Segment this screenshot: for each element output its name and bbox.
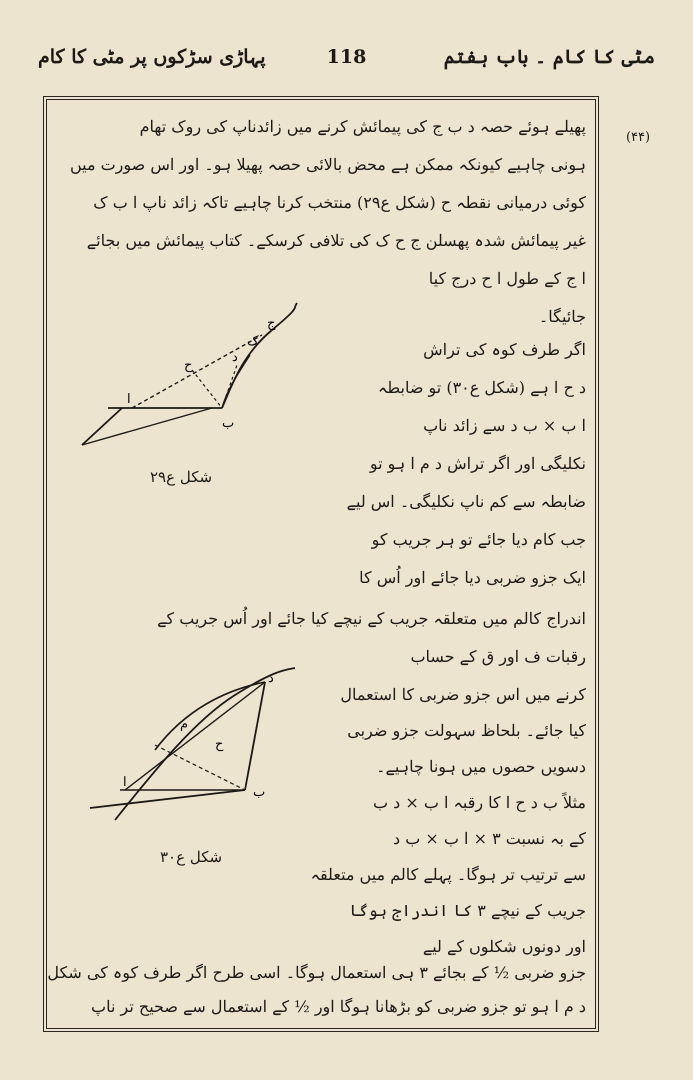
- label-k: ک: [247, 334, 259, 349]
- text-line: جزو ضربی ½ کے بجائے ۳ ہی استعمال ہوگا۔ اسی طرح اگر طرف کوہ کی شکل: [47, 963, 586, 982]
- label-m: م: [180, 717, 189, 732]
- text-line: مثلاً ب د ح ا کا رقبہ ا ب × د ب: [372, 793, 586, 812]
- paragraph-bottom: [47, 958, 586, 1028]
- page-header: [38, 40, 655, 80]
- text-line: کرنے میں اس جزو ضربی کا استعمال: [340, 685, 586, 704]
- label-h: ح: [215, 737, 224, 752]
- figure-30: [85, 650, 315, 830]
- label-j: ج: [267, 316, 276, 331]
- text-line: د ح ا ہے (شکل ع۳۰) تو ضابطہ: [378, 378, 586, 397]
- label-d: د: [232, 350, 238, 365]
- label-a: ا: [127, 392, 131, 407]
- text-line: اور دونوں شکلوں کے لیے: [422, 937, 586, 956]
- text-line: ہونی چاہیے کیونکہ ممکن ہے محض بالائی حصہ پھیلا ہو۔ اور اس صورت میں: [69, 155, 586, 174]
- paragraph-mid: [346, 335, 586, 615]
- label-a: ا: [123, 775, 127, 790]
- text-line: جب کام دیا جائے تو ہر جریب کو: [371, 530, 586, 549]
- figure-29: [72, 295, 312, 465]
- text-line: ا ج کے طول ا ح درج کیا: [428, 269, 586, 288]
- label-b: ب: [253, 785, 266, 800]
- paragraph-top: [56, 112, 586, 326]
- text-line: اندراج کالم میں متعلقہ جریب کے نیچے کیا جائے اور اُس جریب کے: [157, 609, 586, 628]
- text-line: جریب کے نیچے ۳ کا اندراج ہوگا: [349, 901, 586, 920]
- text-line: رقبات ف اور ق کے حساب: [410, 647, 586, 666]
- page-number: 118: [326, 46, 367, 68]
- running-title: پہاڑی سڑکوں پر مٹی کا کام: [38, 46, 266, 68]
- text-line: کوئی درمیانی نقطہ ح (شکل ع۲۹) منتخب کرنا چاہیے تاکہ زائد ناپ ا ب ک: [93, 193, 586, 212]
- text-line: نکلیگی اور اگر تراش د م ا ہو تو: [369, 454, 586, 473]
- text-line: سے ترتیب تر ہوگا۔ پہلے کالم میں متعلقہ: [310, 865, 586, 884]
- label-d: د: [268, 671, 274, 686]
- text-line: ضابطہ سے کم ناپ نکلیگی۔ اس لیے: [346, 492, 586, 511]
- text-line: کے بہ نسبت ۳ × ا ب × ب د: [393, 829, 586, 848]
- chapter-title: مٹی کا کام ۔ باب ہفتم: [443, 46, 655, 68]
- text-line: اگر طرف کوہ کی تراش: [423, 340, 586, 359]
- figure-29-caption: شکل ع۲۹: [150, 468, 213, 486]
- figure-29-drawing: [72, 295, 312, 465]
- figure-30-caption: شکل ع۳۰: [160, 848, 223, 866]
- text-line: غیر پیمائش شدہ پھسلن ج ح ک کی تلافی کرسکے۔ کتاب پیمائش میں بجائے: [86, 231, 586, 250]
- text-line: دسویں حصوں میں ہونا چاہیے۔: [376, 757, 586, 776]
- label-h: ح: [184, 358, 193, 373]
- text-line: ایک جزو ضربی دیا جائے اور اُس کا: [359, 568, 586, 587]
- margin-note: (۴۴): [625, 130, 651, 145]
- text-line: پھیلے ہوئے حصہ د ب ج کی پیمائش کرنے میں زائدناپ کی روک تھام: [139, 117, 586, 136]
- text-line: کیا جائے۔ بلحاظ سہولت جزو ضربی: [347, 721, 586, 740]
- figure-30-drawing: [85, 650, 315, 830]
- text-line: د م ا ہو تو جزو ضربی کو بڑھانا ہوگا اور ½ کے استعمال سے صحیح تر ناپ: [91, 997, 586, 1016]
- text-line: ا ب × ب د سے زائد ناپ: [423, 416, 586, 435]
- label-b: ب: [222, 416, 235, 431]
- text-line: جائیگا۔: [538, 307, 586, 326]
- paragraph-low: [310, 680, 586, 980]
